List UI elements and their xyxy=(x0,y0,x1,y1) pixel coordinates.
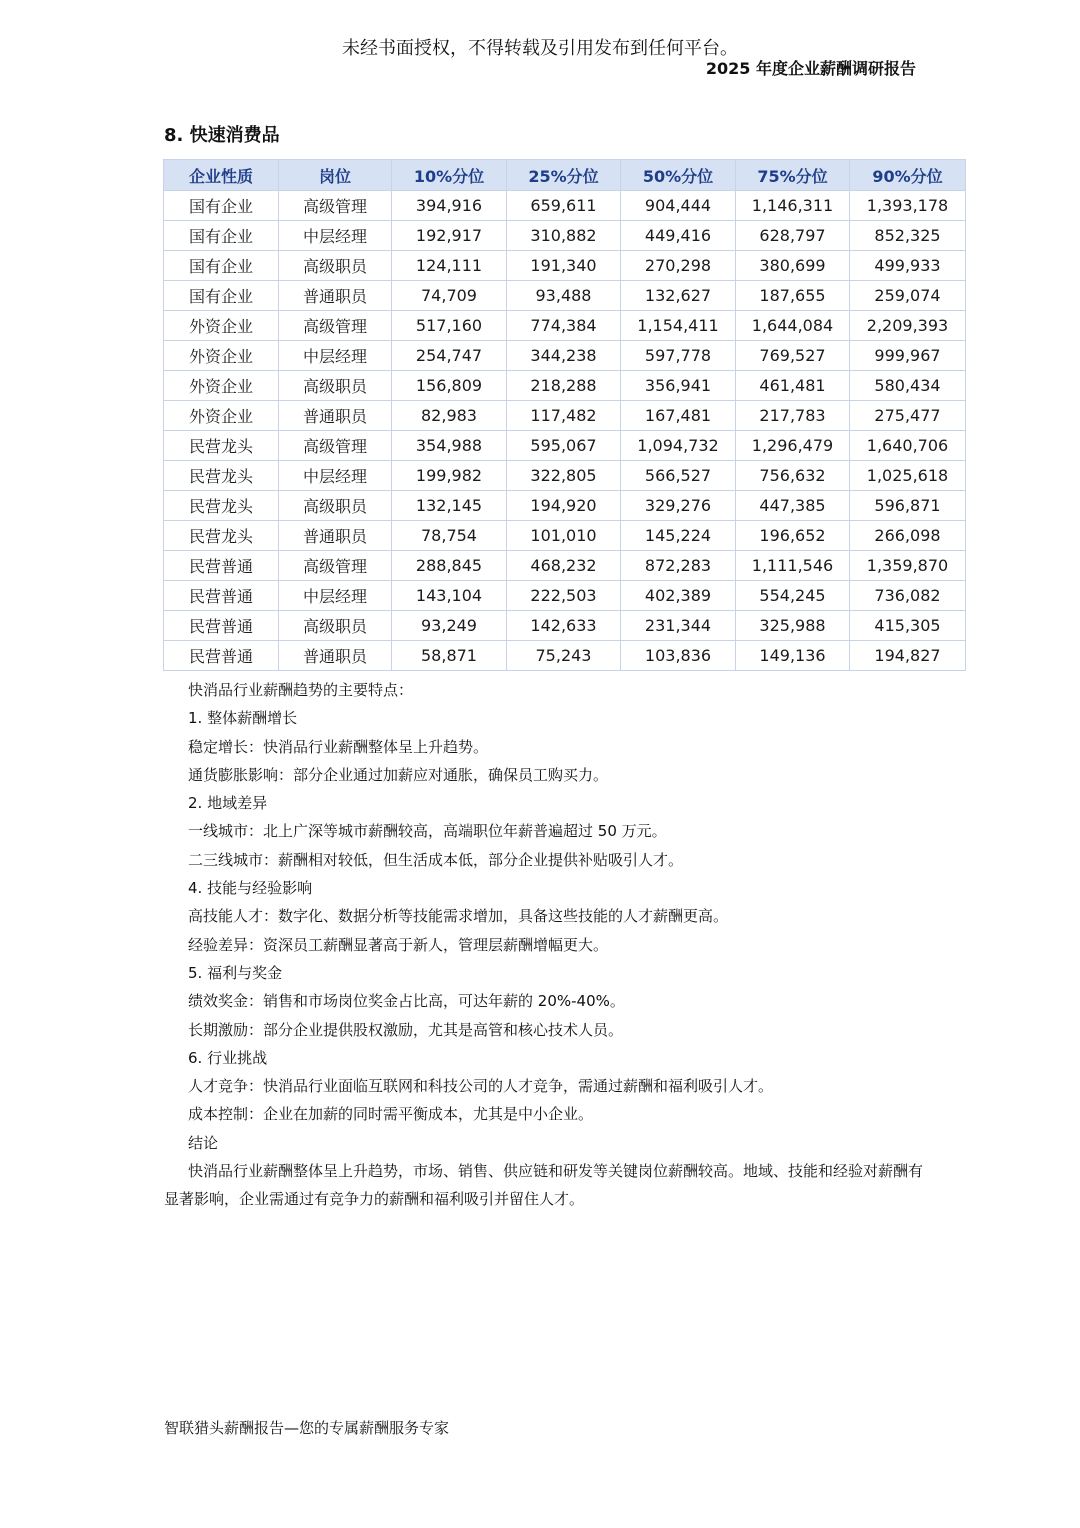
table-cell: 国有企业 xyxy=(164,221,279,251)
column-header: 50%分位 xyxy=(621,160,736,191)
table-cell: 769,527 xyxy=(736,341,850,371)
table-cell: 高级管理 xyxy=(279,551,392,581)
table-row xyxy=(164,221,966,251)
table-cell: 124,111 xyxy=(392,251,507,281)
table-cell: 高级职员 xyxy=(279,371,392,401)
table-cell: 民营普通 xyxy=(164,641,279,671)
table-cell: 852,325 xyxy=(850,221,966,251)
table-cell: 1,640,706 xyxy=(850,431,966,461)
table-row xyxy=(164,341,966,371)
conclusion-heading: 结论 xyxy=(188,1133,219,1152)
table-cell: 中层经理 xyxy=(279,461,392,491)
table-cell: 民营普通 xyxy=(164,611,279,641)
table-cell: 132,145 xyxy=(392,491,507,521)
table-cell: 101,010 xyxy=(507,521,621,551)
conclusion-paragraph: 快消品行业薪酬整体呈上升趋势，市场、销售、供应链和研发等关键岗位薪酬较高。地域、技能和经验对薪酬有显著影响，企业需通过有竞争力的薪酬和福利吸引并留住人才。 xyxy=(164,1162,924,1209)
table-cell: 高级管理 xyxy=(279,311,392,341)
table-cell: 1,154,411 xyxy=(621,311,736,341)
table-cell: 217,783 xyxy=(736,401,850,431)
table-cell: 194,920 xyxy=(507,491,621,521)
table-cell: 149,136 xyxy=(736,641,850,671)
table-cell: 756,632 xyxy=(736,461,850,491)
table-cell: 167,481 xyxy=(621,401,736,431)
table-cell: 82,983 xyxy=(392,401,507,431)
table-cell: 904,444 xyxy=(621,191,736,221)
table-cell: 231,344 xyxy=(621,611,736,641)
table-cell: 329,276 xyxy=(621,491,736,521)
table-cell: 2,209,393 xyxy=(850,311,966,341)
table-cell: 117,482 xyxy=(507,401,621,431)
text-line: 成本控制：企业在加薪的同时需平衡成本，尤其是中小企业。 xyxy=(188,1105,594,1124)
table-cell: 普通职员 xyxy=(279,281,392,311)
table-cell: 354,988 xyxy=(392,431,507,461)
table-cell: 75,243 xyxy=(507,641,621,671)
table-cell: 1,296,479 xyxy=(736,431,850,461)
table-cell: 288,845 xyxy=(392,551,507,581)
text-line: 稳定增长：快消品行业薪酬整体呈上升趋势。 xyxy=(188,737,489,756)
table-cell: 93,488 xyxy=(507,281,621,311)
table-cell: 310,882 xyxy=(507,221,621,251)
table-cell: 394,916 xyxy=(392,191,507,221)
table-cell: 596,871 xyxy=(850,491,966,521)
table-cell: 259,074 xyxy=(850,281,966,311)
table-cell: 554,245 xyxy=(736,581,850,611)
table-cell: 145,224 xyxy=(621,521,736,551)
table-cell: 外资企业 xyxy=(164,341,279,371)
table-cell: 1,644,084 xyxy=(736,311,850,341)
text-line: 快消品行业薪酬趋势的主要特点： xyxy=(188,681,414,699)
table-cell: 270,298 xyxy=(621,251,736,281)
table-cell: 中层经理 xyxy=(279,221,392,251)
table-cell: 普通职员 xyxy=(279,641,392,671)
table-cell: 194,827 xyxy=(850,641,966,671)
table-cell: 外资企业 xyxy=(164,371,279,401)
table-cell: 103,836 xyxy=(621,641,736,671)
table-cell: 1,025,618 xyxy=(850,461,966,491)
table-cell: 143,104 xyxy=(392,581,507,611)
table-cell: 402,389 xyxy=(621,581,736,611)
table-header-row xyxy=(164,160,966,191)
subheading: 1. 整体薪酬增长 xyxy=(188,709,298,728)
table-cell: 736,082 xyxy=(850,581,966,611)
table-cell: 民营龙头 xyxy=(164,521,279,551)
table-cell: 高级管理 xyxy=(279,191,392,221)
table-cell: 566,527 xyxy=(621,461,736,491)
table-cell: 447,385 xyxy=(736,491,850,521)
table-cell: 国有企业 xyxy=(164,191,279,221)
table-row xyxy=(164,311,966,341)
table-cell: 74,709 xyxy=(392,281,507,311)
table-cell: 595,067 xyxy=(507,431,621,461)
column-header: 25%分位 xyxy=(507,160,621,191)
table-cell: 344,238 xyxy=(507,341,621,371)
text-line: 人才竞争：快消品行业面临互联网和科技公司的人才竞争，需通过薪酬和福利吸引人才。 xyxy=(188,1077,774,1096)
table-cell: 1,094,732 xyxy=(621,431,736,461)
table-body xyxy=(164,191,966,671)
table-cell: 187,655 xyxy=(736,281,850,311)
subheading: 5. 福利与奖金 xyxy=(188,963,283,982)
table-cell: 266,098 xyxy=(850,521,966,551)
table-row xyxy=(164,371,966,401)
table-cell: 78,754 xyxy=(392,521,507,551)
table-cell: 325,988 xyxy=(736,611,850,641)
table-row xyxy=(164,641,966,671)
table-cell: 高级职员 xyxy=(279,611,392,641)
table-cell: 774,384 xyxy=(507,311,621,341)
table-cell: 999,967 xyxy=(850,341,966,371)
table-row xyxy=(164,251,966,281)
table-cell: 国有企业 xyxy=(164,251,279,281)
subheading: 4. 技能与经验影响 xyxy=(188,879,313,898)
table-row xyxy=(164,581,966,611)
table-cell: 192,917 xyxy=(392,221,507,251)
text-line: 高技能人才：数字化、数据分析等技能需求增加，具备这些技能的人才薪酬更高。 xyxy=(188,907,729,926)
table-row xyxy=(164,461,966,491)
table-cell: 民营龙头 xyxy=(164,491,279,521)
table-row xyxy=(164,611,966,641)
table-row xyxy=(164,281,966,311)
table-cell: 156,809 xyxy=(392,371,507,401)
table-row xyxy=(164,401,966,431)
table-cell: 254,747 xyxy=(392,341,507,371)
table-cell: 93,249 xyxy=(392,611,507,641)
table-row xyxy=(164,491,966,521)
column-header: 10%分位 xyxy=(392,160,507,191)
table-cell: 415,305 xyxy=(850,611,966,641)
column-header: 75%分位 xyxy=(736,160,850,191)
table-cell: 218,288 xyxy=(507,371,621,401)
table-cell: 普通职员 xyxy=(279,521,392,551)
table-cell: 468,232 xyxy=(507,551,621,581)
table-cell: 民营普通 xyxy=(164,581,279,611)
table-cell: 275,477 xyxy=(850,401,966,431)
column-header: 企业性质 xyxy=(164,160,279,191)
table-cell: 499,933 xyxy=(850,251,966,281)
table-row xyxy=(164,551,966,581)
table-cell: 高级职员 xyxy=(279,251,392,281)
table-cell: 外资企业 xyxy=(164,311,279,341)
table-cell: 普通职员 xyxy=(279,401,392,431)
section-title: 8. 快速消费品 xyxy=(164,125,280,146)
table-cell: 449,416 xyxy=(621,221,736,251)
table-cell: 872,283 xyxy=(621,551,736,581)
table-cell: 191,340 xyxy=(507,251,621,281)
text-line: 绩效奖金：销售和市场岗位奖金占比高，可达年薪的 20%-40%。 xyxy=(188,992,625,1011)
text-line: 长期激励：部分企业提供股权激励，尤其是高管和核心技术人员。 xyxy=(188,1020,624,1039)
table-row xyxy=(164,191,966,221)
table-cell: 民营龙头 xyxy=(164,431,279,461)
table-cell: 1,393,178 xyxy=(850,191,966,221)
table-cell: 222,503 xyxy=(507,581,621,611)
salary-table xyxy=(163,159,966,671)
table-cell: 322,805 xyxy=(507,461,621,491)
report-title: 2025 年度企业薪酬调研报告 xyxy=(705,59,916,78)
text-line: 二三线城市：薪酬相对较低，但生活成本低，部分企业提供补贴吸引人才。 xyxy=(188,850,684,869)
table-cell: 外资企业 xyxy=(164,401,279,431)
table-cell: 1,111,546 xyxy=(736,551,850,581)
table-cell: 580,434 xyxy=(850,371,966,401)
subheading: 2. 地域差异 xyxy=(188,794,268,813)
table-cell: 中层经理 xyxy=(279,581,392,611)
copyright-notice: 未经书面授权，不得转载及引用发布到任何平台。 xyxy=(342,38,738,59)
table-cell: 民营普通 xyxy=(164,551,279,581)
footer-text: 智联猎头薪酬报告—您的专属薪酬服务专家 xyxy=(164,1419,450,1437)
table-cell: 461,481 xyxy=(736,371,850,401)
table-cell: 高级职员 xyxy=(279,491,392,521)
text-line: 通货膨胀影响：部分企业通过加薪应对通胀，确保员工购买力。 xyxy=(188,765,609,784)
table-cell: 356,941 xyxy=(621,371,736,401)
column-header: 90%分位 xyxy=(850,160,966,191)
table-cell: 1,359,870 xyxy=(850,551,966,581)
table-cell: 中层经理 xyxy=(279,341,392,371)
table-cell: 597,778 xyxy=(621,341,736,371)
table-cell: 132,627 xyxy=(621,281,736,311)
table-row xyxy=(164,521,966,551)
table-cell: 380,699 xyxy=(736,251,850,281)
analysis-text xyxy=(164,676,924,1214)
table-cell: 1,146,311 xyxy=(736,191,850,221)
text-line: 经验差异：资深员工薪酬显著高于新人，管理层薪酬增幅更大。 xyxy=(188,935,609,954)
text-line: 一线城市：北上广深等城市薪酬较高，高端职位年薪普遍超过 50 万元。 xyxy=(188,822,667,841)
table-row xyxy=(164,431,966,461)
table-cell: 199,982 xyxy=(392,461,507,491)
table-cell: 58,871 xyxy=(392,641,507,671)
table-cell: 628,797 xyxy=(736,221,850,251)
subheading: 6. 行业挑战 xyxy=(188,1048,268,1067)
column-header: 岗位 xyxy=(279,160,392,191)
table-cell: 国有企业 xyxy=(164,281,279,311)
table-cell: 142,633 xyxy=(507,611,621,641)
table-cell: 517,160 xyxy=(392,311,507,341)
table-cell: 196,652 xyxy=(736,521,850,551)
table-cell: 民营龙头 xyxy=(164,461,279,491)
table-cell: 659,611 xyxy=(507,191,621,221)
table-cell: 高级管理 xyxy=(279,431,392,461)
